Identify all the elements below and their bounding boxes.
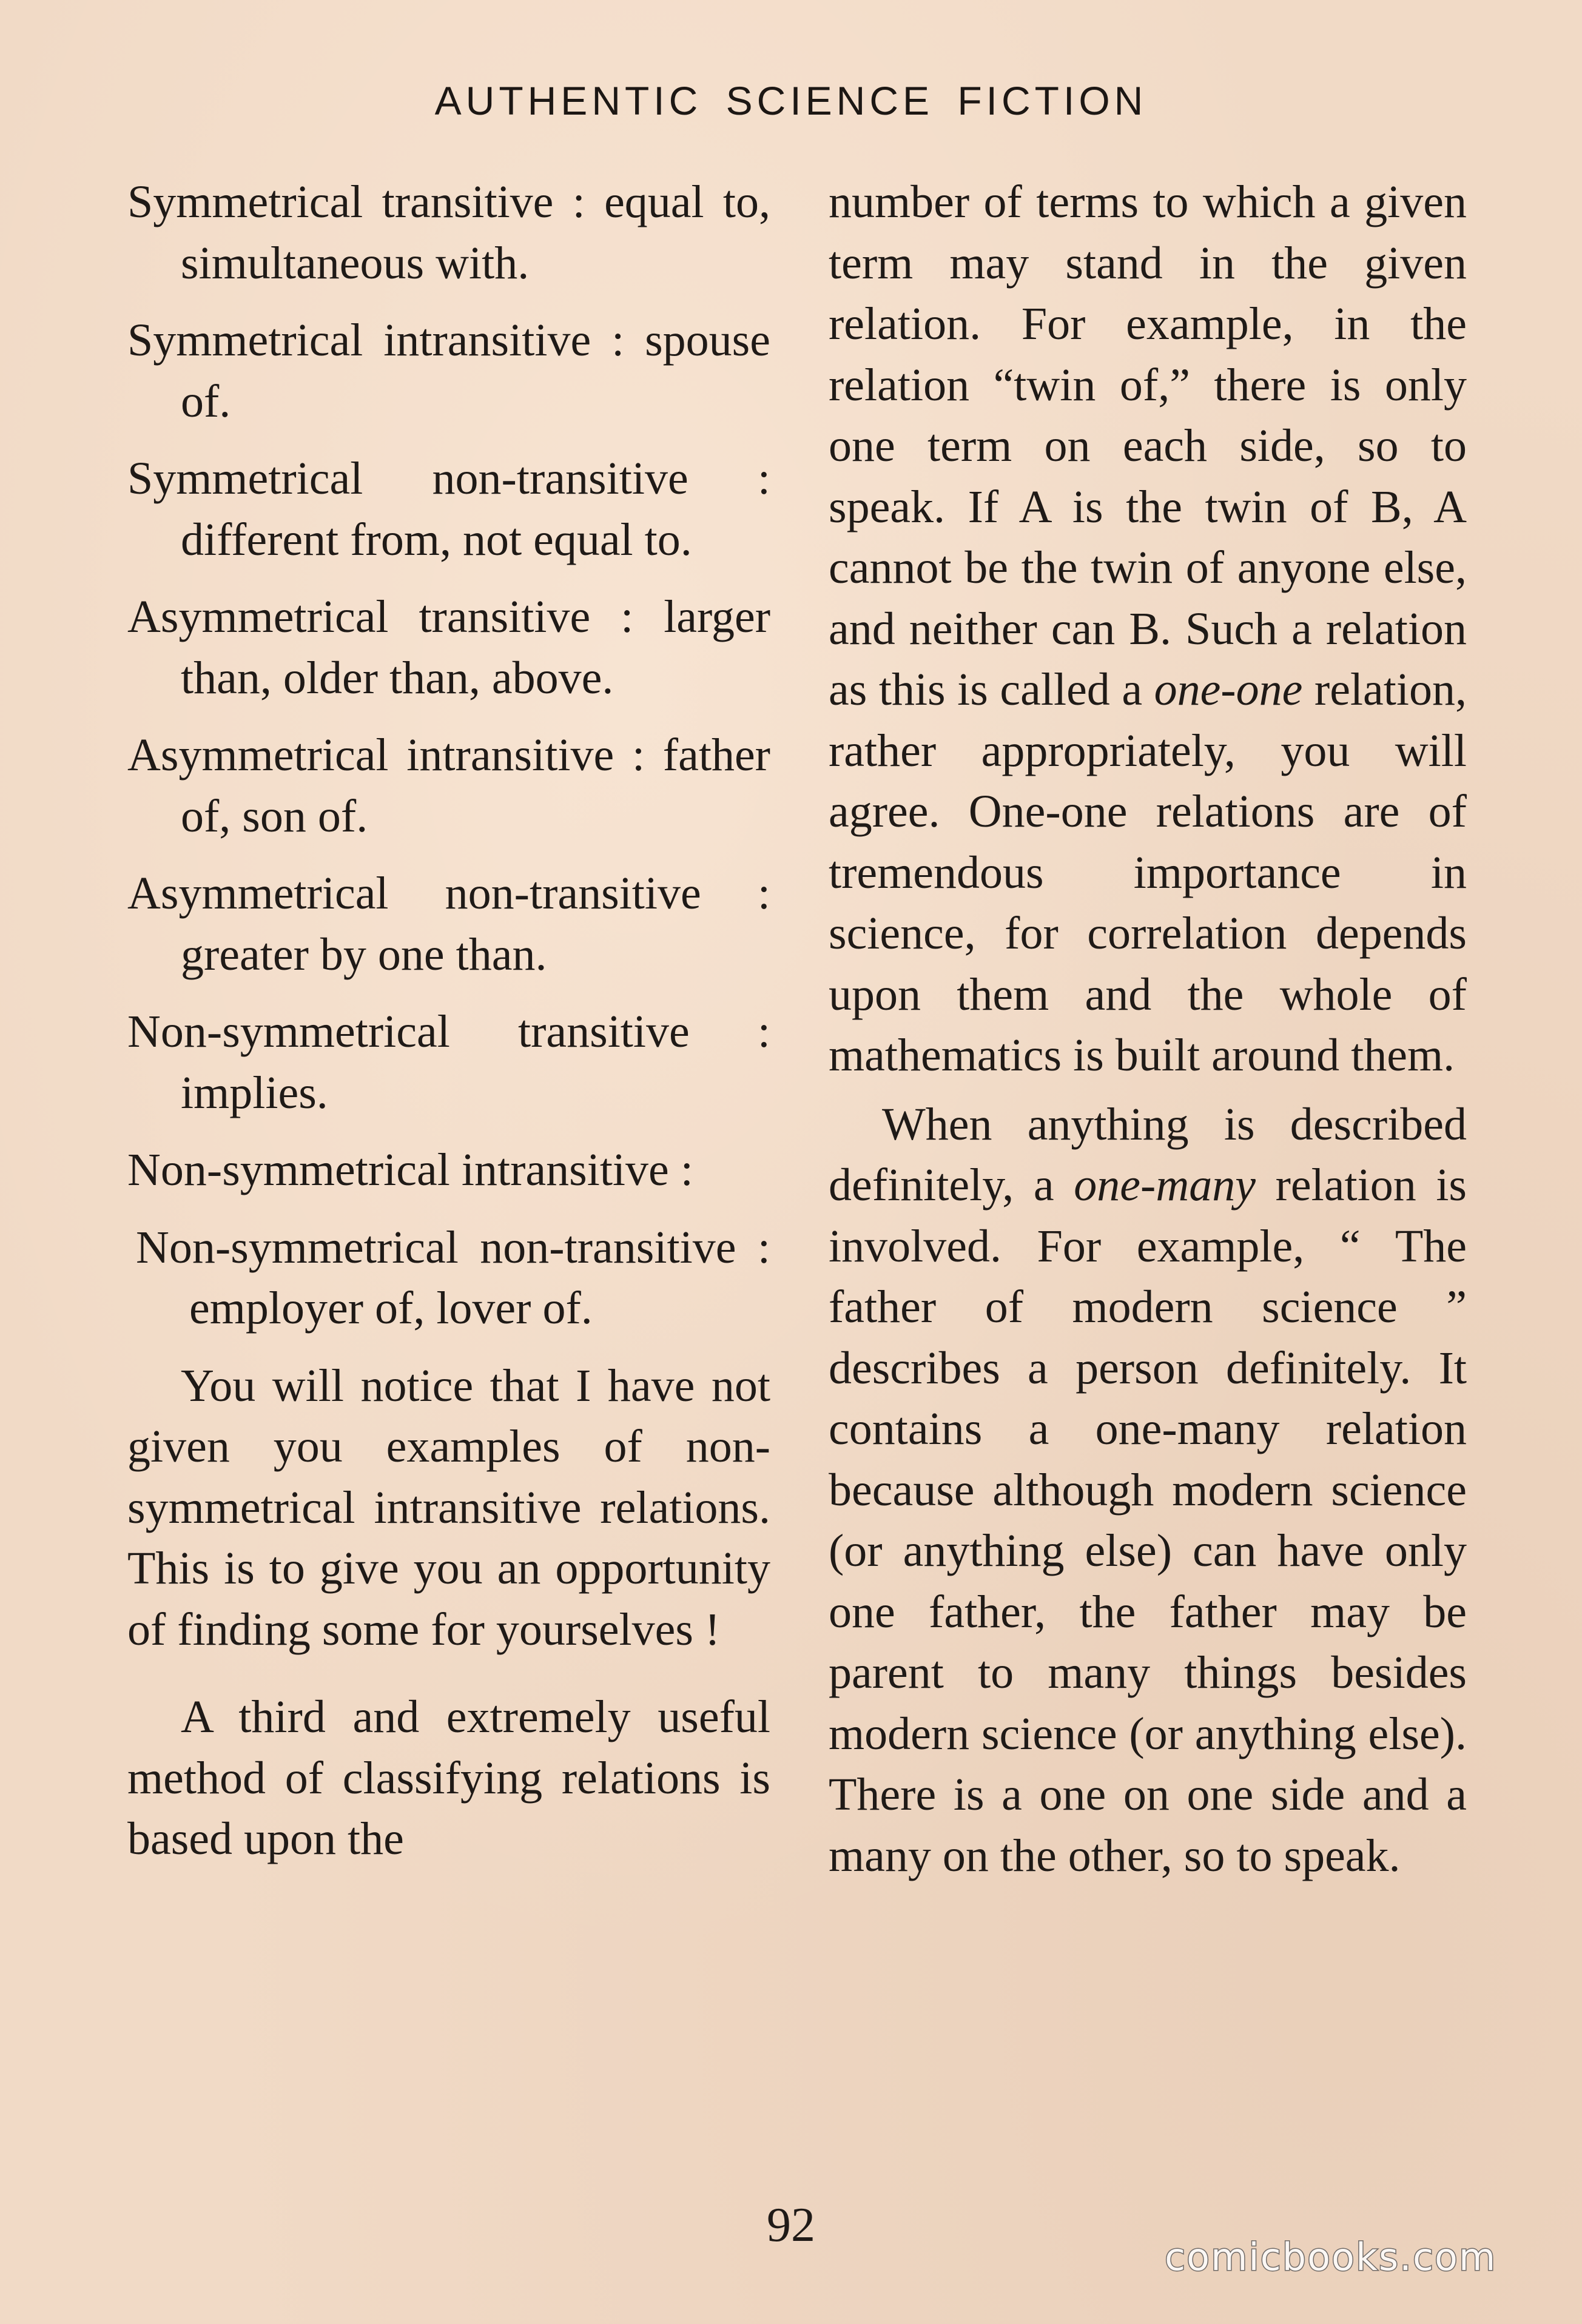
page-number: 92	[767, 2198, 815, 2252]
left-column	[127, 172, 770, 1896]
right-column	[829, 172, 1467, 1913]
relation-entry	[127, 863, 770, 985]
relation-entry	[127, 310, 770, 432]
relation-entry	[127, 586, 770, 708]
relation-term: Symmetrical intransitive :	[127, 315, 625, 366]
relation-term: Non-symmetrical intransitive :	[127, 1144, 693, 1195]
relation-entry	[127, 448, 770, 570]
relation-term: Non-symmetrical non-transitive :	[136, 1221, 770, 1273]
running-header: AUTHENTIC SCIENCE FICTION	[434, 78, 1148, 123]
relation-entry	[127, 1001, 770, 1123]
paragraph-text: When anything is described definitely, a	[829, 1098, 1467, 1211]
body-paragraph	[829, 1094, 1467, 1887]
body-paragraph: You will notice that I have not given you examples of non-symmetrical intransitive relations. This is to give you an opportunity of finding some for yourselves !	[127, 1360, 770, 1655]
relation-term: Symmetrical non-transitive :	[127, 453, 770, 504]
relation-entry	[127, 1140, 770, 1201]
relation-entry	[127, 172, 770, 294]
relation-examples: employer of, lover of.	[189, 1283, 593, 1334]
relation-entry	[127, 725, 770, 847]
relation-examples: equal to, simultaneous with.	[181, 176, 771, 289]
body-paragraph	[829, 172, 1467, 1086]
relation-examples: father of, son of.	[181, 730, 770, 842]
relation-examples: spouse of.	[181, 315, 770, 427]
paragraph-text: relation, rather appropriately, you will agree. One-one relations are of tremendous importance in science, for correlation depends upon them and the whole of mathematics is built around them.	[829, 664, 1467, 1081]
relation-term: Non-symmetrical transitive :	[127, 1006, 770, 1057]
italic-term: one-one	[1154, 664, 1303, 715]
relation-term: Symmetrical transitive :	[127, 176, 585, 227]
relation-examples: greater by one than.	[181, 929, 547, 980]
relation-entry	[136, 1217, 770, 1339]
site-watermark: comicbooks.com	[1165, 2235, 1497, 2279]
relation-term: Asymmetrical intransitive :	[127, 730, 645, 781]
body-paragraph: A third and extremely useful method of classifying relations is based upon the	[127, 1691, 770, 1864]
paragraph-text: number of terms to which a given term may stand in the given relation. For example, in the relation “twin of,” there is only one term on each side, so to speak. If A is the twin of B, A cannot be the twin of anyone else, and neither can B. Such a relation as this is called a	[829, 176, 1467, 715]
relation-term: Asymmetrical non-transitive :	[127, 868, 770, 919]
italic-term: one-many	[1074, 1160, 1256, 1211]
relation-examples: implies.	[181, 1067, 328, 1118]
relation-examples: different from, not equal to.	[181, 514, 692, 565]
relation-examples: larger than, older than, above.	[181, 591, 771, 704]
paragraph-text: relation is involved. For example, “ The father of modern science ” describes a person definitely. It contains a one-many relation because although modern science (or anything else) can have only one father, the father may be parent to many things besides modern science (or anything else). There is a one on one side and a many on the other, so to speak.	[829, 1160, 1467, 1881]
relation-term: Asymmetrical transitive :	[127, 591, 634, 642]
